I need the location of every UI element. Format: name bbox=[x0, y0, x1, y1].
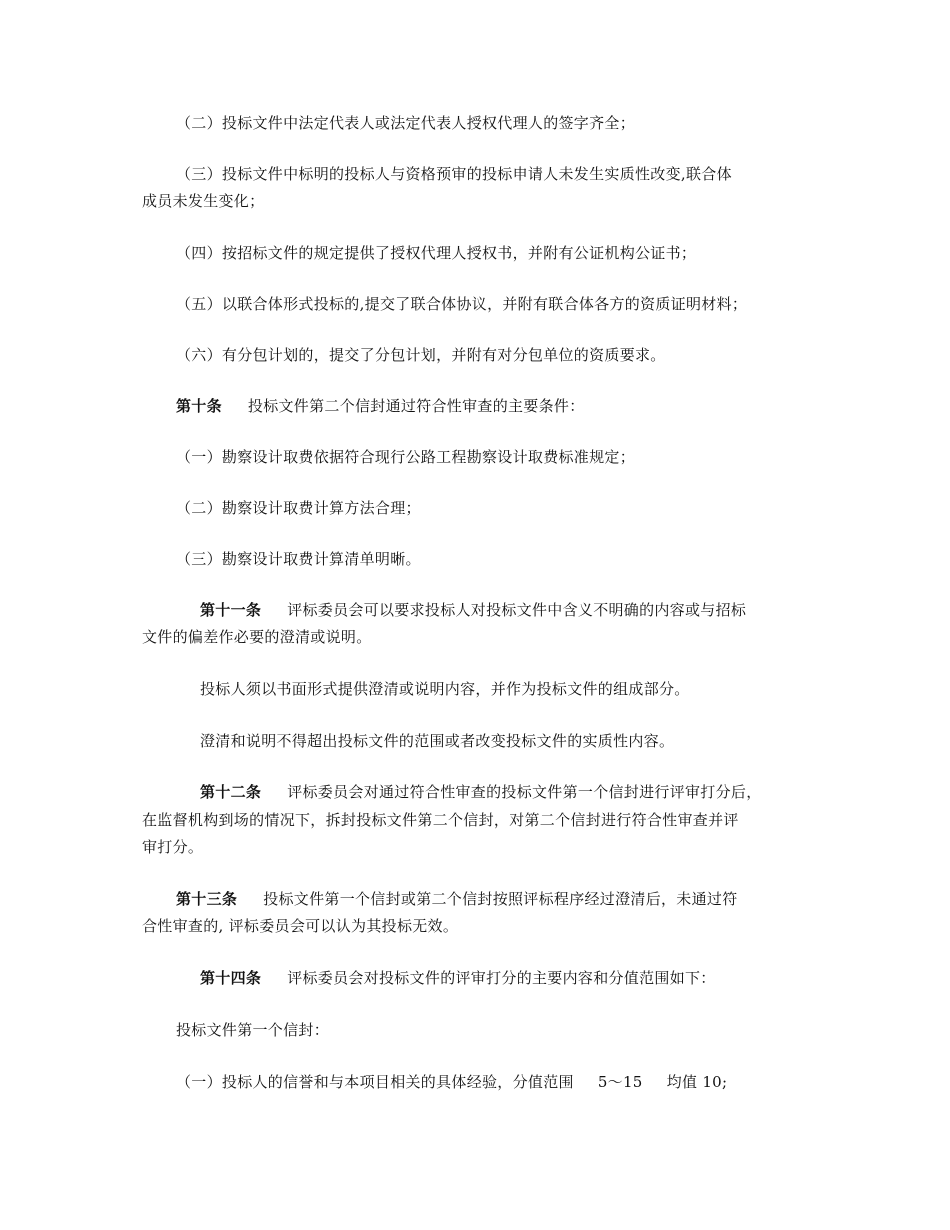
article-12-line-1 bbox=[200, 782, 762, 802]
article-13-heading: 第十三条 bbox=[176, 890, 238, 908]
article-11-text: 评标委员会可以要求投标人对投标文件中含义不明确的内容或与招标 bbox=[287, 601, 747, 619]
score-item-1-text: （一）投标人的信誉和与本项目相关的具体经验，分值范围 bbox=[176, 1073, 574, 1091]
article-13-line-1 bbox=[176, 889, 738, 909]
score-range: 5～15 bbox=[597, 1073, 643, 1091]
article-10 bbox=[176, 396, 585, 416]
article-14-heading: 第十四条 bbox=[200, 969, 262, 987]
article-12-line-3: 审打分。 bbox=[142, 838, 204, 856]
article-14-text: 评标委员会对投标文件的评审打分的主要内容和分值范围如下： bbox=[287, 969, 716, 987]
paragraph-item-3-line-2: 成员未发生变化； bbox=[142, 192, 265, 210]
paragraph-item-5: （五）以联合体形式投标的,提交了联合体协议，并附有联合体各方的资质证明材料； bbox=[176, 295, 748, 313]
paragraph-clarify-scope: 澄清和说明不得超出投标文件的范围或者改变投标文件的实质性内容。 bbox=[200, 732, 675, 750]
article-12-text: 评标委员会对通过符合性审查的投标文件第一个信封进行评审打分后， bbox=[287, 783, 762, 801]
paragraph-item-4: （四）按招标文件的规定提供了授权代理人授权书，并附有公证机构公证书； bbox=[176, 244, 697, 262]
envelope-one-heading: 投标文件第一个信封： bbox=[176, 1021, 330, 1039]
paragraph-item-2: （二）投标文件中法定代表人或法定代表人授权代理人的签字齐全； bbox=[176, 114, 636, 132]
paragraph-clarify-form: 投标人须以书面形式提供澄清或说明内容，并作为投标文件的组成部分。 bbox=[200, 680, 690, 698]
condition-item-1: （一）勘察设计取费依据符合现行公路工程勘察设计取费标准规定； bbox=[176, 448, 636, 466]
condition-item-2: （二）勘察设计取费计算方法合理； bbox=[176, 499, 421, 517]
article-10-text: 投标文件第二个信封通过符合性审查的主要条件： bbox=[247, 397, 585, 415]
article-14 bbox=[200, 968, 716, 988]
article-11-line-2: 文件的偏差作必要的澄清或说明。 bbox=[142, 628, 372, 646]
article-13-text: 投标文件第一个信封或第二个信封按照评标程序经过澄清后，未通过符 bbox=[263, 890, 738, 908]
paragraph-item-6: （六）有分包计划的，提交了分包计划，并附有对分包单位的资质要求。 bbox=[176, 346, 666, 364]
paragraph-item-3-line-1: （三）投标文件中标明的投标人与资格预审的投标申请人未发生实质性改变,联合体 bbox=[176, 165, 732, 183]
condition-item-3: （三）勘察设计取费计算清单明晰。 bbox=[176, 550, 421, 568]
article-13-line-2: 合性审查的, 评标委员会可以认为其投标无效。 bbox=[142, 917, 459, 935]
article-11-line-1 bbox=[200, 600, 746, 620]
score-average: 均值 10; bbox=[666, 1073, 728, 1091]
article-11-heading: 第十一条 bbox=[200, 601, 262, 619]
article-12-line-2: 在监督机构到场的情况下，拆封投标文件第二个信封，对第二个信封进行符合性审查并评 bbox=[142, 811, 739, 829]
score-item-1 bbox=[176, 1072, 727, 1092]
article-12-heading: 第十二条 bbox=[200, 783, 262, 801]
article-10-heading: 第十条 bbox=[176, 397, 222, 415]
